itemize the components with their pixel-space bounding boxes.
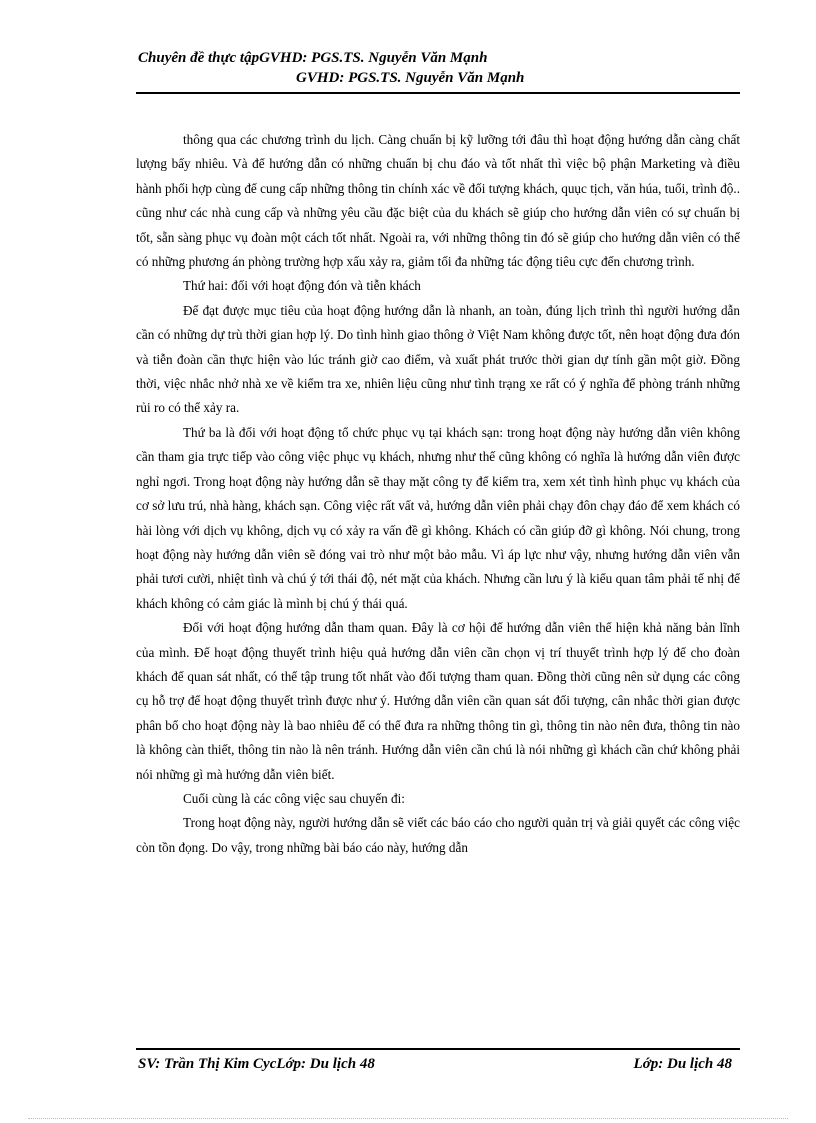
paragraph: Để đạt được mục tiêu của hoạt động hướng dẫn là nhanh, an toàn, đúng lịch trình thì người hướng dẫn cần có những dự trù thời gian hợp lý. Do tình hình giao thông ở Việt Nam không được tốt, nên hoạt động đưa đón và tiễn đoàn cần thực hiện vào lúc tránh giờ cao điểm, và xuất phát trước thời gian dự tính gần một giờ. Đồng thời, việc nhắc nhở nhà xe về kiểm tra xe, nhiên liệu cũng như tình trạng xe rất có ý nghĩa để phòng tránh những rủi ro có thể xảy ra.: [136, 302, 740, 416]
paragraph: Trong hoạt động này, người hướng dẫn sẽ viết các báo cáo cho người quản trị và giải quyết các công việc còn tồn đọng. Do vậy, trong những bài báo cáo này, hướng dẫn: [136, 815, 740, 855]
page-bottom-dotted-line: [28, 1118, 788, 1119]
paragraph: Cuối cùng là các công việc sau chuyến đi:: [183, 790, 405, 806]
header-line-1: Chuyên đề thực tậpGVHD: PGS.TS. Nguyễn Văn Mạnh: [138, 50, 488, 66]
paragraph: Thứ ba là đối với hoạt động tổ chức phục vụ tại khách sạn: trong hoạt động này hướng dẫn viên không cần tham gia trực tiếp vào công việc phục vụ khách, nhưng như thế cũng không có nghĩa là hướng dẫn viên được nghỉ ngơi. Trong hoạt động này hướng dẫn sẽ thay mặt công ty để kiểm tra, xem xét tình hình phục vụ khách của cơ sở lưu trú, nhà hàng, khách sạn. Công việc rất vất vả, hướng dẫn viên phải chạy đôn chạy đáo để xem khách có hài lòng với dịch vụ không, dịch vụ có xảy ra vấn đề gì không. Khách có cần giúp đỡ gì không. Nói chung, trong hoạt động này hướng dẫn viên sẽ đóng vai trò như một bảo mẫu. Vì áp lực như vậy, nhưng hướng dẫn viên vẫn phải tươi cười, nhiệt tình và chú ý tới thái độ, nét mặt của khách. Nhưng cần lưu ý là kiểu quan tâm phải tế nhị để khách không có cảm giác là mình bị chú ý thái quá.: [136, 424, 740, 611]
header-line-2: GVHD: PGS.TS. Nguyễn Văn Mạnh: [296, 70, 525, 86]
document-body: [136, 128, 740, 860]
header-rule: [136, 92, 740, 94]
footer-rule: [136, 1048, 740, 1050]
footer-class: Lớp: Du lịch 48: [633, 1056, 732, 1072]
footer-student: SV: Trần Thị Kim CycLớp: Du lịch 48: [138, 1056, 375, 1072]
paragraph: Đối với hoạt động hướng dẫn tham quan. Đây là cơ hội để hướng dẫn viên thể hiện khả năng bản lĩnh của mình. Để hoạt động thuyết trình hiệu quả hướng dẫn viên cần chọn vị trí thuyết trình hợp lý để cho đoàn khách để quan sát nhất, có thể tập trung tốt nhất vào đối tượng tham quan. Đồng thời cũng nên sử dụng các công cụ hỗ trợ để hoạt động thuyết trình được như ý. Hướng dẫn viên cần quan sát đối tượng, cân nhắc thời gian được phân bổ cho hoạt động này là bao nhiêu để có thể đưa ra những thông tin gì, thông tin nào nên đưa, thông tin nào là không càn thiết, thông tin nào là nên tránh. Hướng dẫn viên cần chú là nói những gì khách cần chứ không phải nói những gì mà hướng dẫn viên biết.: [136, 620, 740, 782]
paragraph: Thứ hai: đối với hoạt động đón và tiễn khách: [183, 278, 421, 294]
paragraph: thông qua các chương trình du lịch. Càng chuẩn bị kỹ lưỡng tới đâu thì hoạt động hướng dẫn càng chất lượng bấy nhiêu. Và để hướng dẫn có những chuẩn bị chu đáo và tốt nhất thì việc bộ phận Marketing và điều hành phối hợp cùng để cung cấp những thông tin chính xác về đối tượng khách, quục tịch, văn húa, tuổi, trình độ.. cũng như các nhà cung cấp và những yêu cầu đặc biệt của du khách sẽ giúp cho hướng dẫn viên có sự chuẩn bị tốt, sẵn sàng phục vụ đoàn một cách tốt nhất. Ngoài ra, với những thông tin đó sẽ giúp cho hướng dẫn viên có thể có những phương án phòng trường hợp xấu xảy ra, giảm tối đa những tác động tiêu cực đến chương trình.: [136, 132, 740, 270]
